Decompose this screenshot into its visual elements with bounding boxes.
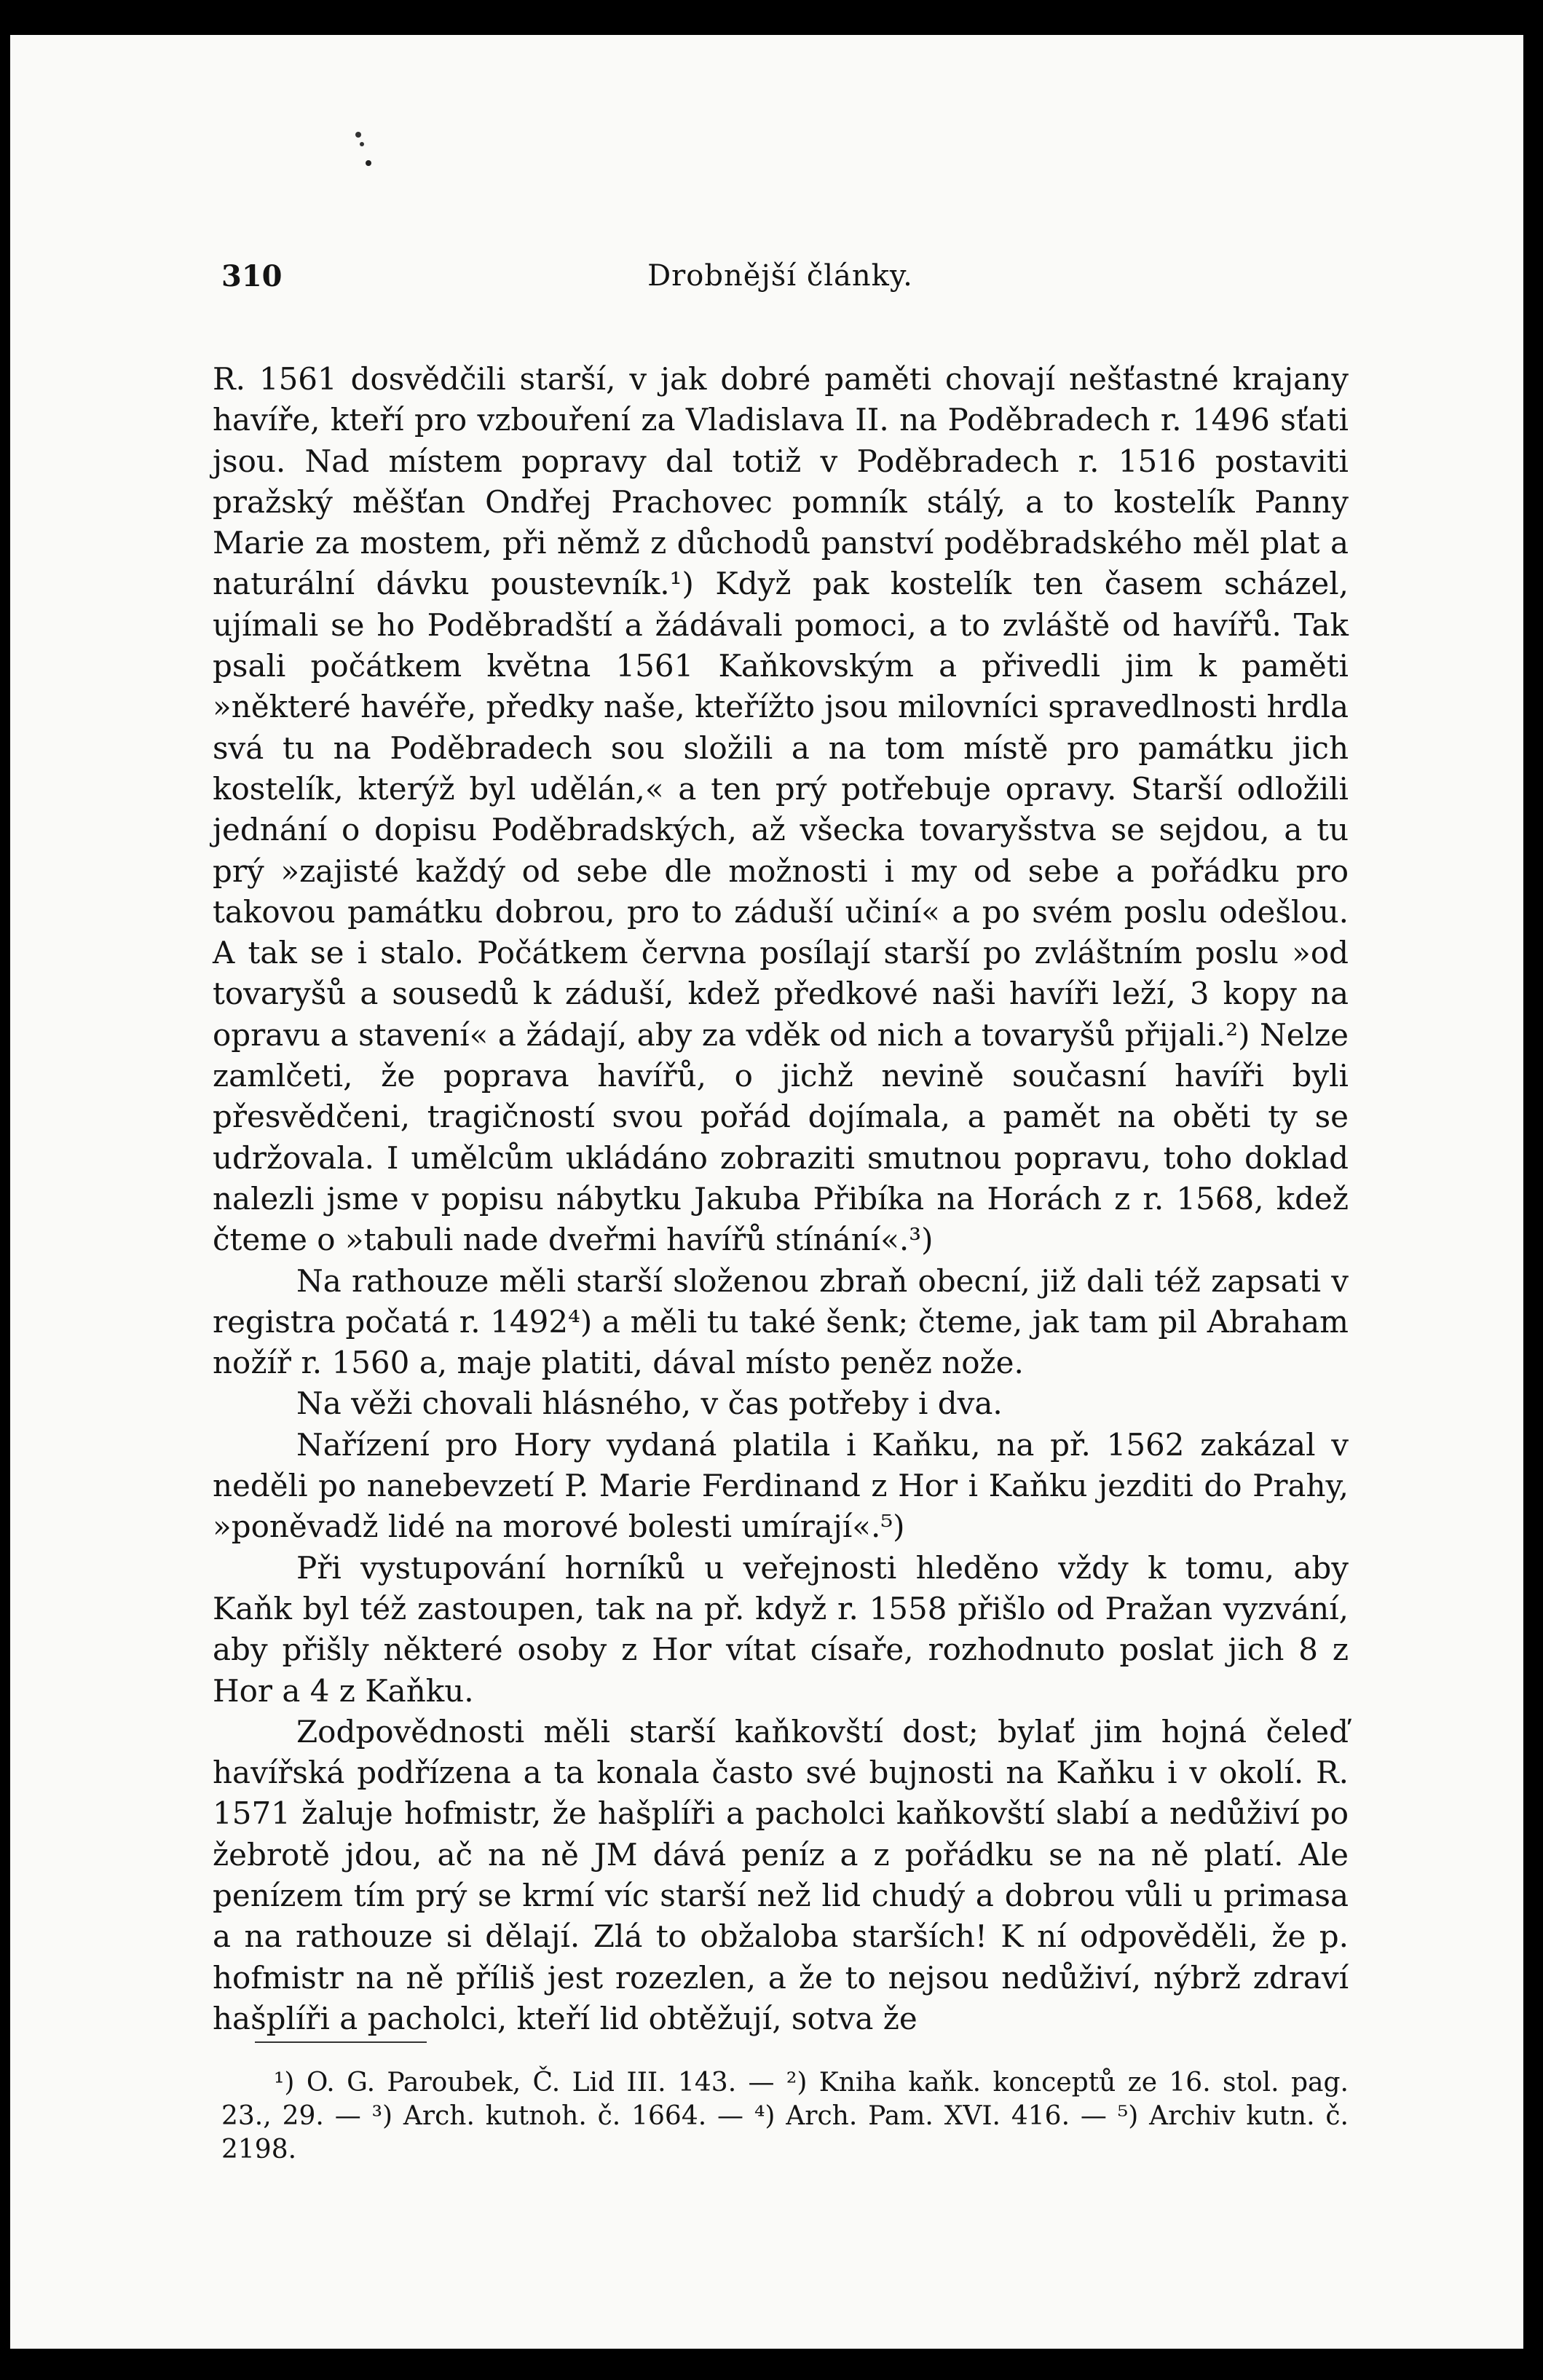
speck <box>355 132 361 138</box>
paragraph: Nařízení pro Hory vydaná platila i Kaňku, na př. 1562 zakázal v neděli po nanebevzetí P. Marie Ferdinand z Hor i Kaňku jezditi do Prahy, »poněvadž lidé na morové bolesti umírají«.⁵) <box>213 1426 1349 1545</box>
paragraph: Na věži chovali hlásného, v čas potřeby i dva. <box>296 1385 1003 1422</box>
footnote-divider <box>255 2041 427 2043</box>
page-header <box>221 259 1339 300</box>
speck <box>360 142 364 146</box>
footnotes <box>221 2066 1349 2167</box>
page-number: 310 <box>221 259 283 293</box>
paragraph: Zodpovědnosti měli starší kaňkovští dost; bylať jim hojná čeleď havířská podřízena a ta konala často své bujnosti na Kaňku i v okolí. R. 1571 žaluje hofmistr, že hašplíři a pacholci kaňkovští slabí a nedůživí po žebrotě jdou, ač na ně JM dává peníz a z pořádku se na ně platí. Ale penízem tím prý se krmí víc starší než lid chudý a dobrou vůli u primasa a na rathouze si dělají. Zlá to obžaloba starších! K ní odpověděli, že p. hofmistr na ně příliš jest rozezlen, a že to nejsou nedůživí, nýbrž zdraví hašplíři a pacholci, kteří lid obtěžují, sotva že <box>213 1713 1349 2036</box>
running-title: Drobnější články. <box>647 259 913 293</box>
speck <box>366 160 371 166</box>
footnote-text: ¹) O. G. Paroubek, Č. Lid III. 143. — ²) Kniha kaňk. konceptů ze 16. stol. pag. 23., 29. — ³) Arch. kutnoh. č. 1664. — ⁴) Arch. Pam. XVI. 416. — ⁵) Archiv kutn. č. 2198. <box>221 2068 1349 2164</box>
paragraph: Při vystupování horníků u veřejnosti hleděno vždy k tomu, aby Kaňk byl též zastoupen, tak na př. když r. 1558 přišlo od Pražan vyzvání, aby přišly některé osoby z Hor vítat císaře, rozhodnuto poslat jich 8 z Hor a 4 z Kaňku. <box>213 1549 1349 1709</box>
body-text <box>213 359 1349 2039</box>
paragraph: Na rathouze měli starší složenou zbraň obecní, již dali též zapsati v registra počatá r. 1492⁴) a měli tu také šenk; čteme, jak tam pil Abraham nožíř r. 1560 a, maje platiti, dával místo peněz nože. <box>213 1262 1349 1381</box>
book-page <box>10 35 1523 2349</box>
paragraph: R. 1561 dosvědčili starší, v jak dobré paměti chovají nešťastné krajany havíře, kteří pro vzbouření za Vladislava II. na Poděbradech r. 1496 sťati jsou. Nad místem popravy dal totiž v Poděbradech r. 1516 postaviti pražský měšťan Ondřej Prachovec pomník stálý, a to kostelík Panny Marie za mostem, při němž z důchodů panství poděbradského měl plat a naturální dávku poustevník.¹) Když pak kostelík ten časem scházel, ujímali se ho Poděbradští a žádávali pomoci, a to zvláště od havířů. Tak psali počátkem května 1561 Kaňkovským a přivedli jim k paměti »některé havéře, předky naše, kteřížto jsou milovníci spravedlnosti hrdla svá tu na Poděbradech sou složili a na tom místě pro památku jich kostelík, kterýž byl udělán,« a ten prý potřebuje opravy. Starší odložili jednání o dopisu Poděbradských, až všecka tovaryšstva se sejdou, a tu prý »zajisté každý od sebe dle možnosti i my od sebe a pořádku pro takovou památku dobrou, pro to záduší učiní« a po svém poslu odešlou. A tak se i stalo. Počátkem června posílají starší po zvláštním poslu »od tovaryšů a sousedů k záduší, kdež předkové naši havíři leží, 3 kopy na opravu a stavení« a žádají, aby za vděk od nich a tovaryšů přijali.²) Nelze zamlčeti, že poprava havířů, o jichž nevině současní havíři byli přesvědčeni, tragičností svou pořád dojímala, a pamět na oběti ty se udržovala. I umělcům ukládáno zobraziti smutnou popravu, toho doklad nalezli jsme v popisu nábytku Jakuba Přibíka na Horách z r. 1568, kdež čteme o »tabuli nade dveřmi havířů stínání«.³) <box>213 361 1349 1258</box>
